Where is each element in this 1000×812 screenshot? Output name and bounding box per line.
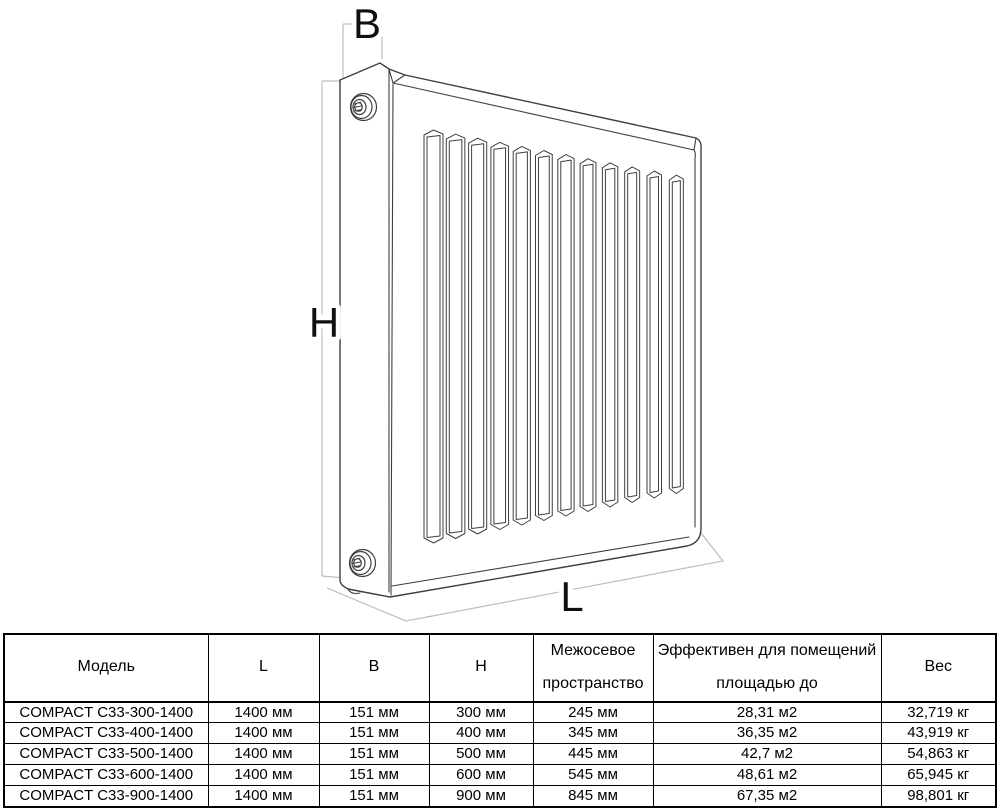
groove-line	[669, 175, 683, 493]
radiator-line-art	[340, 63, 701, 597]
table-cell: 500 мм	[429, 744, 533, 765]
groove-line	[513, 146, 530, 525]
dim-label-height: H	[308, 299, 340, 346]
table-cell: COMPACT C33-300-1400	[4, 702, 208, 723]
table-cell: 400 мм	[429, 723, 533, 744]
table-header-row	[4, 634, 996, 702]
column-header: Эффективен для помещений площадью до	[653, 634, 881, 702]
table-cell: 36,35 м2	[653, 723, 881, 744]
table-cell: 1400 мм	[208, 723, 319, 744]
table-cell: 43,919 кг	[881, 723, 996, 744]
table-cell: 67,35 м2	[653, 786, 881, 807]
table-cell: 65,945 кг	[881, 765, 996, 786]
spec-table	[3, 633, 997, 808]
groove-line	[424, 130, 443, 543]
groove-line	[558, 155, 574, 516]
table-cell: 151 мм	[319, 744, 429, 765]
groove-line	[625, 167, 640, 503]
valve-fitting-bottom	[350, 550, 376, 577]
table-cell: 245 мм	[533, 702, 653, 723]
groove-line	[491, 142, 509, 529]
column-header: B	[319, 634, 429, 702]
table-cell: 48,61 м2	[653, 765, 881, 786]
valve-fitting-top	[351, 94, 377, 121]
table-cell: 28,31 м2	[653, 702, 881, 723]
table-row	[4, 765, 996, 786]
table-cell: 845 мм	[533, 786, 653, 807]
column-header: Вес	[881, 634, 996, 702]
table-cell: 42,7 м2	[653, 744, 881, 765]
table-row	[4, 744, 996, 765]
table-cell: 151 мм	[319, 765, 429, 786]
table-cell: 1400 мм	[208, 786, 319, 807]
table-cell: 345 мм	[533, 723, 653, 744]
table-cell: COMPACT C33-600-1400	[4, 765, 208, 786]
column-header: Модель	[4, 634, 208, 702]
groove-line	[536, 151, 553, 521]
table-cell: 1400 мм	[208, 744, 319, 765]
table-cell: 54,863 кг	[881, 744, 996, 765]
dim-label-length: L	[560, 573, 584, 620]
table-cell: COMPACT C33-400-1400	[4, 723, 208, 744]
table-cell: 151 мм	[319, 723, 429, 744]
table-cell: 1400 мм	[208, 702, 319, 723]
table-cell: COMPACT C33-900-1400	[4, 786, 208, 807]
column-header: L	[208, 634, 319, 702]
groove-line	[446, 134, 465, 538]
table-cell: 98,801 кг	[881, 786, 996, 807]
dim-label-width: B	[352, 0, 382, 47]
groove-line	[647, 171, 662, 498]
table-body	[4, 702, 996, 807]
table-row	[4, 702, 996, 723]
table-row	[4, 786, 996, 807]
table-cell: 600 мм	[429, 765, 533, 786]
table-cell: 151 мм	[319, 786, 429, 807]
groove-line	[602, 163, 617, 507]
column-header: Межосевое пространство	[533, 634, 653, 702]
table-cell: 445 мм	[533, 744, 653, 765]
groove-line	[580, 159, 596, 512]
groove-line	[469, 138, 487, 534]
table-cell: 1400 мм	[208, 765, 319, 786]
column-header: H	[429, 634, 533, 702]
table-cell: 151 мм	[319, 702, 429, 723]
table-cell: COMPACT C33-500-1400	[4, 744, 208, 765]
table-cell: 545 мм	[533, 765, 653, 786]
table-cell: 300 мм	[429, 702, 533, 723]
table-cell: 32,719 кг	[881, 702, 996, 723]
table-cell: 900 мм	[429, 786, 533, 807]
table-row	[4, 723, 996, 744]
